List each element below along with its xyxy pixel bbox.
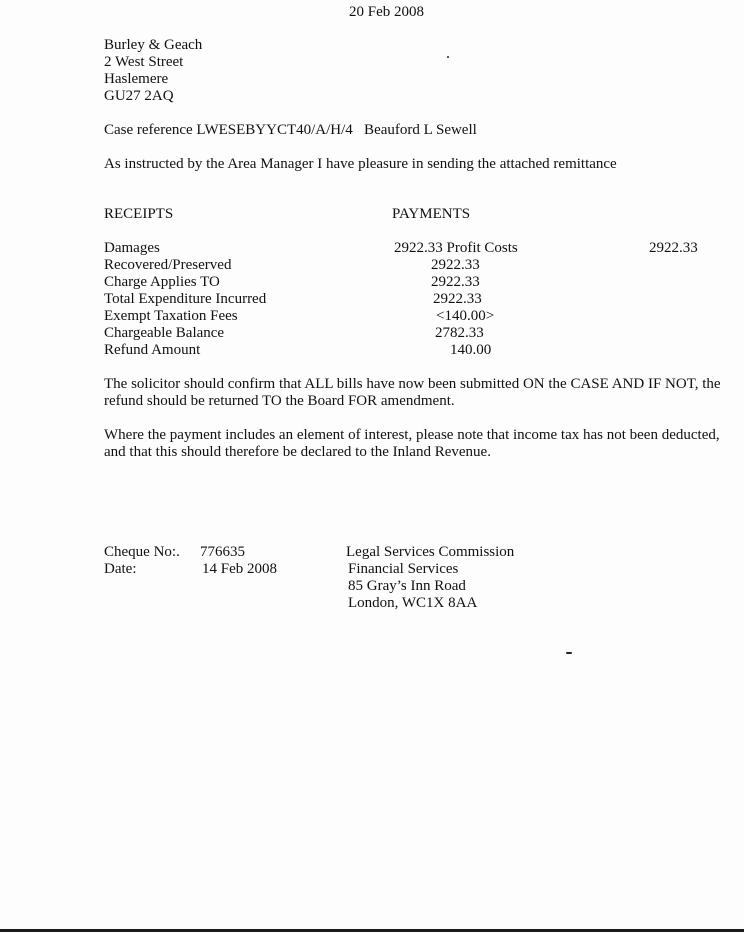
- recipient-postcode: GU27 2AQ: [104, 88, 174, 104]
- ledger-value: 2922.33: [431, 257, 480, 273]
- payments-total: 2922.33: [649, 240, 698, 256]
- ledger-label: Damages: [104, 240, 160, 256]
- sender-dept: Financial Services: [348, 561, 459, 577]
- ledger-value: 2782.33: [435, 325, 484, 341]
- receipts-heading: RECEIPTS: [104, 206, 174, 222]
- recipient-town: Haslemere: [104, 71, 169, 87]
- ledger-label: Exempt Taxation Fees: [104, 308, 238, 324]
- ledger-value: 2922.33: [433, 291, 482, 307]
- letter-date: 20 Feb 2008: [349, 4, 424, 20]
- scan-speck: [566, 652, 572, 654]
- sender-street: 85 Gray’s Inn Road: [348, 578, 466, 594]
- payments-heading: PAYMENTS: [392, 206, 471, 222]
- ledger-label: Chargeable Balance: [104, 325, 225, 341]
- case-reference: Case reference LWESEBYYCT40/A/H/4 Beauford L Sewell: [104, 122, 477, 138]
- scan-speck: [447, 56, 449, 58]
- ledger-value: 140.00: [450, 342, 492, 358]
- recipient-name: Burley & Geach: [104, 37, 203, 53]
- cheque-number-label: Cheque No:.: [104, 544, 180, 560]
- page-bottom-rule: [0, 929, 744, 932]
- ledger-label: Charge Applies TO: [104, 274, 220, 290]
- note-interest: Where the payment includes an element of interest, please note that income tax has not been deducted, and that this should therefore be declared to the Inland Revenue.: [104, 427, 720, 460]
- cheque-date-label: Date:: [104, 561, 137, 577]
- ledger-label: Refund Amount: [104, 342, 201, 358]
- ledger-label: Total Expenditure Incurred: [104, 291, 267, 307]
- cheque-number: 776635: [200, 544, 245, 560]
- cheque-date: 14 Feb 2008: [202, 561, 277, 577]
- note-submission: The solicitor should confirm that ALL bills have now been submitted ON the CASE AND IF NOT, the refund should be returned TO the Board FOR amendment.: [104, 376, 721, 409]
- recipient-street: 2 West Street: [104, 54, 184, 70]
- ledger-value: 2922.33 Profit Costs: [394, 240, 518, 256]
- sender-org: Legal Services Commission: [346, 544, 515, 560]
- intro-text: As instructed by the Area Manager I have pleasure in sending the attached remittance: [104, 156, 617, 172]
- sender-city: London, WC1X 8AA: [348, 595, 478, 611]
- ledger-value: 2922.33: [431, 274, 480, 290]
- ledger-value: <140.00>: [436, 308, 495, 324]
- ledger-label: Recovered/Preserved: [104, 257, 232, 273]
